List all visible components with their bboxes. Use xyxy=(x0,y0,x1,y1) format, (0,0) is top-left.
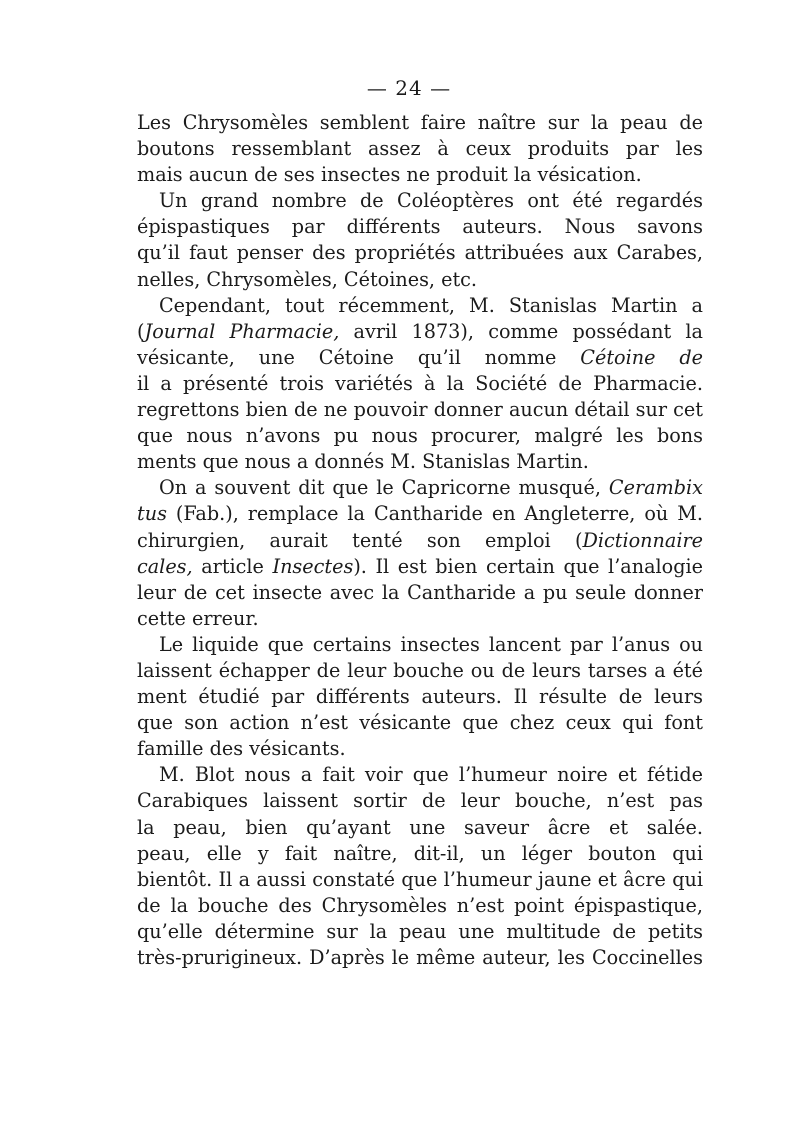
text-line xyxy=(137,136,703,162)
text-line xyxy=(137,240,703,266)
text-segment: Cependant, tout récemment, M. Stanislas Martin a xyxy=(159,293,703,317)
text-segment: cette erreur. xyxy=(137,606,259,630)
text-segment: nelles, Chrysomèles, Cétoines, etc. xyxy=(137,267,478,291)
text-segment: boutons ressemblant assez à ceux produits par les xyxy=(137,137,703,161)
text-segment: avril 1873), comme possédant la xyxy=(353,319,703,343)
text-line xyxy=(137,214,703,240)
text-segment: Un grand nombre de Coléoptères ont été regardés xyxy=(159,189,703,213)
text-segment: M. Blot nous a fait voir que l’humeur noire et fétide xyxy=(159,763,703,787)
text-line xyxy=(137,788,703,814)
italic-text: Dictionnaire xyxy=(582,528,703,552)
text-segment: article xyxy=(192,554,273,578)
italic-text: Cerambix xyxy=(608,476,703,500)
text-segment: ( xyxy=(137,319,145,343)
italic-text: tus xyxy=(137,502,167,526)
text-segment: qu’elle détermine sur la peau une multitude de petits xyxy=(137,919,703,943)
text-segment: que son action n’est vésicante que chez ceux qui font xyxy=(137,711,703,735)
italic-text: Journal Pharmacie, xyxy=(144,319,340,343)
text-line xyxy=(137,632,703,658)
text-line xyxy=(137,554,703,580)
page-number: — 24 — xyxy=(366,76,452,100)
text-line xyxy=(137,423,703,449)
text-segment: Carabiques laissent sortir de leur bouche, n’est pas xyxy=(137,789,703,813)
text-line xyxy=(137,606,703,632)
text-segment: famille des vésicants. xyxy=(137,737,346,761)
text-line xyxy=(137,449,703,475)
text-line xyxy=(137,293,703,319)
text-segment: On a souvent dit que le Capricorne musqué, xyxy=(159,476,609,500)
text-segment: regrettons bien de ne pouvoir donner aucun détail sur cet xyxy=(137,398,703,422)
text-line xyxy=(137,815,703,841)
text-segment: que nous n’avons pu nous procurer, malgré les bons xyxy=(137,424,703,448)
text-line xyxy=(137,867,703,893)
text-line xyxy=(137,188,703,214)
text-line xyxy=(137,684,703,710)
text-line xyxy=(137,371,703,397)
body-text xyxy=(137,110,703,971)
text-line xyxy=(137,110,703,136)
text-segment: ment étudié par différents auteurs. Il résulte de leurs xyxy=(137,685,703,709)
text-segment: Le liquide que certains insectes lancent par l’anus ou xyxy=(159,632,703,656)
text-line xyxy=(137,893,703,919)
text-line xyxy=(137,501,703,527)
text-line xyxy=(137,397,703,423)
text-line xyxy=(137,528,703,554)
text-segment: mais aucun de ses insectes ne produit la vésication. xyxy=(137,163,642,187)
italic-text: cales, xyxy=(137,554,193,578)
text-line xyxy=(137,736,703,762)
text-segment: qu’il faut penser des propriétés attribuées aux Carabes, xyxy=(137,241,703,265)
text-line xyxy=(137,580,703,606)
text-line xyxy=(137,319,703,345)
text-line xyxy=(137,762,703,788)
text-line xyxy=(137,162,703,188)
italic-text: Insectes xyxy=(272,554,354,578)
text-line xyxy=(137,919,703,945)
text-segment: chirurgien, aurait tenté son emploi ( xyxy=(137,528,583,552)
text-line xyxy=(137,267,703,293)
text-segment: il a présenté trois variétés à la Société de Pharmacie. xyxy=(137,371,703,395)
text-segment: ). Il est bien certain que l’analogie xyxy=(353,554,703,578)
text-segment: très-prurigineux. D’après le même auteur, les Coccinelles xyxy=(137,946,703,969)
text-segment: vésicante, une Cétoine qu’il nomme xyxy=(137,345,581,369)
italic-text: Cétoine de xyxy=(580,345,703,369)
text-line xyxy=(137,710,703,736)
text-segment: ments que nous a donnés M. Stanislas Martin. xyxy=(137,450,589,474)
text-line xyxy=(137,841,703,867)
text-segment: épispastiques par différents auteurs. Nous savons xyxy=(137,215,703,239)
text-segment: laissent échapper de leur bouche ou de leurs tarses a été xyxy=(137,658,703,682)
text-line xyxy=(137,945,703,971)
text-segment: peau, elle y fait naître, dit-il, un léger bouton qui xyxy=(137,841,703,865)
text-line xyxy=(137,345,703,371)
text-segment: (Fab.), remplace la Cantharide en Angleterre, où M. xyxy=(175,502,703,526)
text-segment: leur de cet insecte avec la Cantharide a pu seule donner xyxy=(137,580,703,604)
text-line xyxy=(137,658,703,684)
text-line xyxy=(137,475,703,501)
text-segment: bientôt. Il a aussi constaté que l’humeur jaune et âcre qui xyxy=(137,867,703,891)
text-segment: la peau, bien qu’ayant une saveur âcre et salée. xyxy=(137,815,703,839)
text-segment: de la bouche des Chrysomèles n’est point épispastique, xyxy=(137,893,703,917)
text-segment: Les Chrysomèles semblent faire naître sur la peau de xyxy=(137,111,703,134)
